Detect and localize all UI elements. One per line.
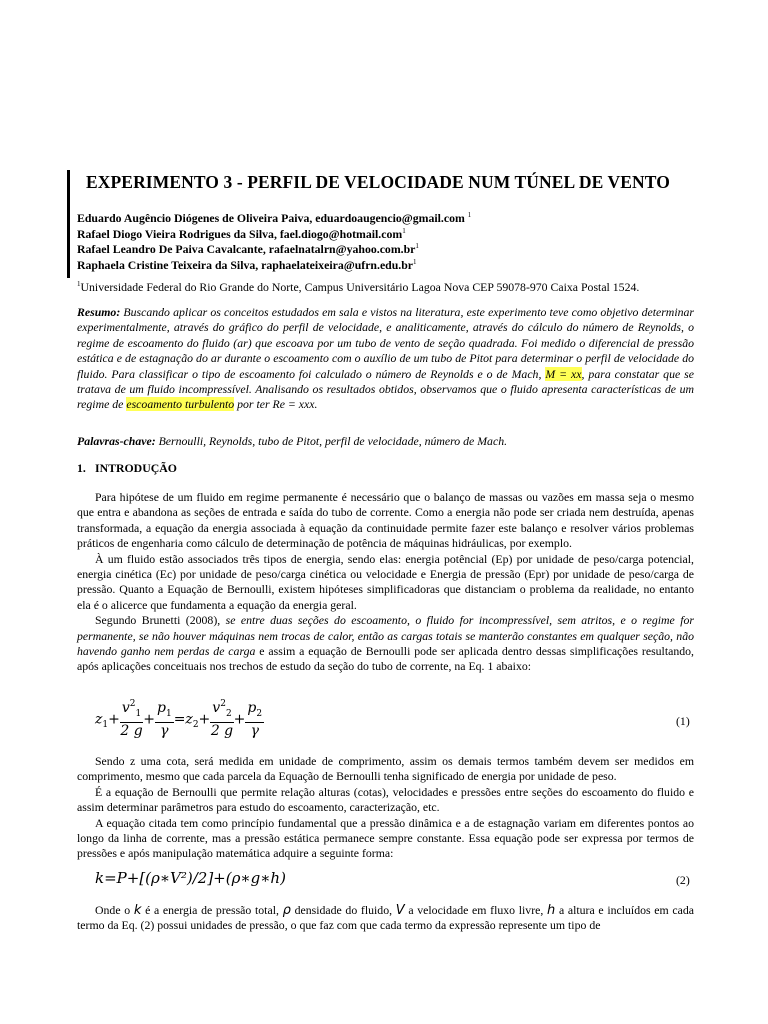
section-heading-introduction: 1. INTRODUÇÃO [77,461,177,475]
equation-number-2: (2) [676,873,690,887]
keywords: Palavras-chave: Bernoulli, Reynolds, tubo de Pitot, perfil de velocidade, número de Mach. [77,434,508,448]
author-line: Rafael Diogo Vieira Rodrigues da Silva, fael.diogo@hotmail.com$^1$ [77,226,406,241]
paragraph: Sendo z uma cota, será medida em unidade de comprimento, assim os demais termos também devem ser medidos em comprimento, mesmo que cada parcela da Equação de Bernoulli tenha significado de energia por unidade de peso. [77,754,694,784]
affiliation: $^1$Universidade Federal do Rio Grande do Norte, Campus Universitário Lagoa Nova CEP 59078-970 Caixa Postal 1524. [77,280,640,294]
paper-title: EXPERIMENTO 3 - PERFIL DE VELOCIDADE NUM TÚNEL DE VENTO [86,172,670,192]
equation-pressure-energy: k=P+[(ρ∗V²)/2]+(ρ∗g∗h) [95,869,286,887]
paragraph: Para hipótese de um fluido em regime permanente é necessário que o balanço de massas ou vazões em massa seja o mesmo que entra e abandona as seções de entrada e saída do tubo de corrente. Como a energia não pode ser criada nem destruída, apenas transformada, a equação da energia associada à equação da continuidade permite fazer este balanço e resolver vários problemas práticos de engenharia como cálculo de determinação de potência de máquinas hidráulicas, por exemplo. [77,490,694,551]
paragraph: É a equação de Bernoulli que permite relação alturas (cotas), velocidades e pressões entre seções do escoamento do fluido e assim determinar parâmetros para estudo do escoamento, caracterização, etc. [77,784,694,815]
abstract-label: Resumo: [77,305,121,319]
paragraph: Segundo Brunetti (2008), se entre duas seções do escoamento, o fluido for incompressível, sem atritos, e o regime for permanente, se não houver máquinas nem trocas de calor, então as cargas totais se manterão constantes em qualquer seção, não havendo ganho nem perdas de carga e assim a equação de Bernoulli pode ser aplicada dentro dessas simplificações resultando, após aplicações conceituais nos trechos de estudo da seção do tubo de corrente, na Eq. 1 abaixo: [77,613,694,674]
author-list [77,211,717,273]
equation-number-1: (1) [676,714,690,728]
paragraph-last [77,903,694,934]
intro-paragraphs-b [77,754,694,862]
intro-paragraphs-a [77,490,694,675]
abstract: Resumo: Buscando aplicar os conceitos estudados em sala e vistos na literatura, este experimento teve como objetivo determinar experimentalmente, através do gráfico do perfil de velocidade, e analiticamente, através do cálculo do número de Reynolds, o regime de escoamento do fluido (ar) que escoava por um tubo de vento de seção quadrada. Foi medido o diferencial de pressão estática e de estagnação do ar durante o escoamento com o auxílio de um tubo de Pitot para determinar o perfil de velocidade do fluido. Para classificar o tipo de escoamento foi calculado o número de Reynolds e o de Mach, M = xx, para constatar que se tratava de um fluido incompressível. Analisando os resultados obtidos, observamos que o fluido apresenta características de um regime de escoamento turbulento por ter Re = xxx. [77,305,694,412]
highlight-turbulent: escoamento turbulento [126,397,235,412]
author-line: Raphaela Cristine Teixeira da Silva, $raphaelateixeira@ufrn.edu.br^1$ [77,257,417,272]
keywords-label: Palavras-chave: [77,434,156,448]
title-margin-bar [67,170,70,278]
equation-bernoulli: $z_1+$ $\frac{v^2_1}{2 g}$ + $\frac{p_1}{\gamma}$ $=z_2+$ $\frac{v^2_2}{2 g}$ + $\frac{p_2}{\gamma}$ [95,699,263,739]
author-line: Rafael Leandro De Paiva Cavalcante, $rafaelnatalrn@yahoo.com.br^1$ [77,242,419,256]
paragraph: A equação citada tem como princípio fundamental que a pressão dinâmica e a de estagnação variam em diferentes pontos ao longo da linha de corrente, mas a pressão estática permanece sempre constante. Essa equação pode ser expressa por termos de pressões e após manipulação matemática adquire a seguinte forma: [77,815,694,861]
paragraph: Onde o k é a energia de pressão total, ρ densidade do fluido, V a velocidade em fluxo livre, h a altura e incluídos em cada termo da Eq. (2) possui unidades de pressão, o que faz com que cada termo da expressão represente um tipo de [77,903,694,933]
highlight-mach: M = xx [545,366,582,381]
paragraph: À um fluido estão associados três tipos de energia, sendo elas: energia potêncial (Ep) por unidade de peso/carga potencial, energia cinética (Ec) por unidade de peso/carga cinética ou velocidade e Energia de pressão (Epr) por unidade de peso/carga de pressão. Quanto a Equação de Bernoulli, existem hipóteses simplificadoras que distanciam o problema da realidade, no entanto ela é o alicerce que fundamenta a equação da energia geral. [77,551,694,612]
author-line: Eduardo Augêncio Diógenes de Oliveira Paiva, eduardoaugencio@gmail.com $^1$ [77,211,472,225]
